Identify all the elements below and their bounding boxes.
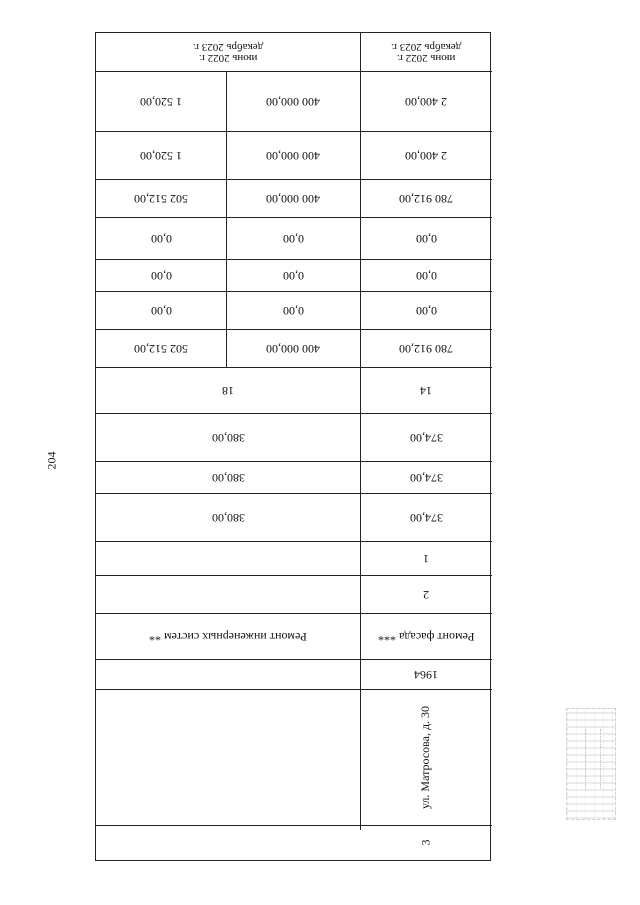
index-cell-right: 1	[423, 551, 429, 566]
area-cell-left: 380,00	[211, 470, 245, 485]
money-cell-right: 2 400,00	[405, 94, 447, 109]
work-type-cell-left: Ремонт инженерных систем **	[149, 629, 307, 644]
header-period-right: июнь 2022 г. декабрь 2023 г.	[390, 41, 462, 64]
index-cell-left	[96, 575, 360, 613]
year-cell-right: 1964	[414, 667, 438, 682]
money-cell-mid: 400 000,00	[266, 148, 320, 163]
year-cell-left	[96, 659, 360, 689]
work-type-cell-right: Ремонт фасада ***	[377, 629, 475, 644]
money-cell-left: 0,00	[150, 231, 172, 246]
money-cell-left: 502 512,00	[134, 341, 188, 356]
money-cell-right: 0,00	[415, 303, 437, 318]
area-cell-left: 380,00	[211, 430, 245, 445]
money-cell-right: 780 912,00	[399, 191, 453, 206]
address-cell-left	[96, 689, 360, 825]
money-cell-left: 1 520,00	[140, 94, 182, 109]
area-cell-left: 380,00	[211, 510, 245, 525]
header-period-left: июнь 2022 г. декабрь 2023 г.	[192, 41, 264, 64]
page-number: 204	[44, 451, 59, 469]
money-cell-mid: 0,00	[282, 268, 304, 283]
area-cell-right: 374,00	[409, 510, 443, 525]
money-cell-right: 780 912,00	[399, 341, 453, 356]
index-cell-left	[96, 541, 360, 575]
number-cell-right: 3	[418, 839, 433, 846]
count-cell-left: 18	[222, 383, 234, 398]
money-cell-mid: 400 000,00	[266, 191, 320, 206]
faded-stamp-mark	[566, 708, 616, 820]
money-cell-right: 0,00	[415, 231, 437, 246]
money-cell-mid: 400 000,00	[266, 94, 320, 109]
works-table	[95, 32, 491, 861]
money-cell-left: 0,00	[150, 303, 172, 318]
money-cell-mid: 0,00	[282, 231, 304, 246]
money-cell-left: 1 520,00	[140, 148, 182, 163]
money-cell-right: 2 400,00	[405, 148, 447, 163]
money-cell-mid: 400 000,00	[266, 341, 320, 356]
address-cell-right: ул. Матросова, д. 30	[418, 705, 433, 809]
money-cell-left: 502 512,00	[134, 191, 188, 206]
stamp-texture	[585, 729, 601, 789]
money-cell-left: 0,00	[150, 268, 172, 283]
money-cell-mid: 0,00	[282, 303, 304, 318]
area-cell-right: 374,00	[409, 470, 443, 485]
number-cell-left	[96, 825, 360, 860]
area-cell-right: 374,00	[409, 430, 443, 445]
money-cell-right: 0,00	[415, 268, 437, 283]
index-cell-right: 2	[423, 587, 429, 602]
count-cell-right: 14	[420, 383, 432, 398]
